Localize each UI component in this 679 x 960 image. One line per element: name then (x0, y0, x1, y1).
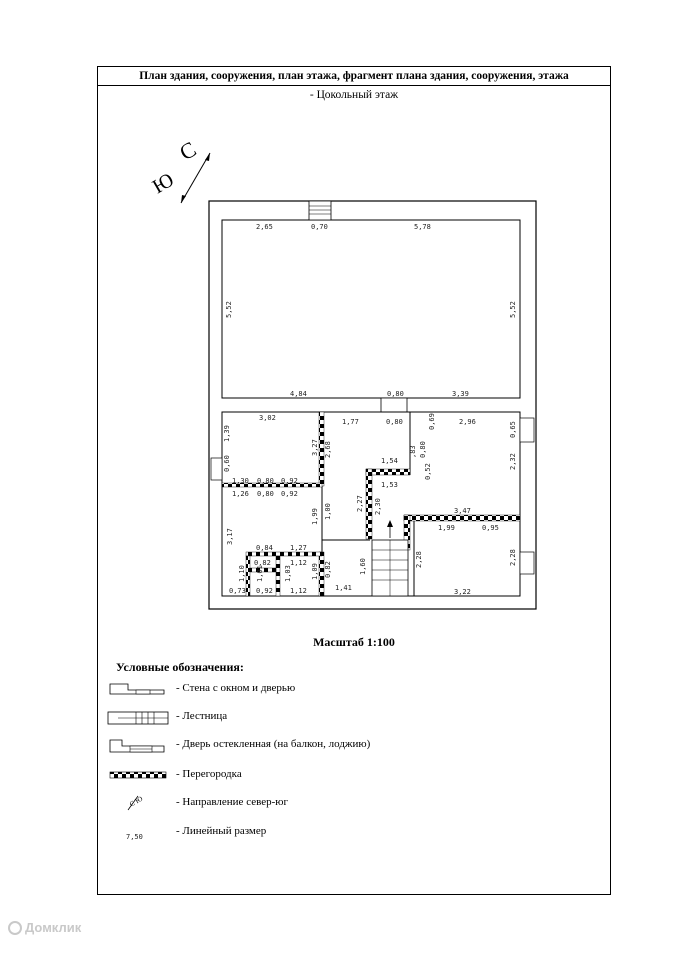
domclick-logo-icon (8, 921, 22, 935)
legend-label: - Дверь остекленная (на балкон, лоджию) (176, 738, 371, 750)
dim-label: 1,10 (238, 565, 246, 582)
partition-icon (106, 766, 170, 786)
dim-label: 4,84 (290, 390, 307, 398)
dim-label: 1,39 (223, 425, 231, 442)
dim-label: 0,92 (281, 477, 298, 485)
legend-item-dimension (106, 823, 526, 843)
legend-label: - Линейный размер (176, 825, 267, 837)
legend-title: Условные обозначения: (116, 660, 244, 674)
dim-label: 0,80 (257, 490, 274, 498)
dim-label: 3,39 (452, 390, 469, 398)
dim-label: 1,77 (342, 418, 359, 426)
legend-label: - Перегородка (176, 768, 242, 780)
dim-label: 0,80 (386, 418, 403, 426)
dim-label: 1,41 (335, 584, 352, 592)
compass-south-label: Ю (148, 168, 178, 199)
watermark-text: Домклик (25, 920, 82, 935)
document-title: План здания, сооружения, план этажа, фрагмент плана здания, сооружения, этажа (98, 67, 610, 86)
dim-example: 7,50 (126, 833, 143, 841)
dim-label: 2,28 (509, 549, 517, 566)
dim-label: 0,70 (311, 223, 328, 231)
dim-label: 5,78 (414, 223, 431, 231)
upper-room (222, 220, 520, 398)
dim-label: 0,95 (482, 524, 499, 532)
dim-label: 0,92 (256, 587, 273, 595)
inner-staircase-icon (372, 520, 408, 596)
floor-subtitle: - Цокольный этаж (309, 89, 399, 101)
dim-label: 0,73 (229, 587, 246, 595)
dim-label: 0,80 (257, 477, 274, 485)
entrance-stairs-icon (309, 201, 331, 220)
dim-label: 2,65 (256, 223, 273, 231)
dim-label: 2,96 (459, 418, 476, 426)
dim-label: 1,00 (324, 503, 332, 520)
dim-label: 0,65 (509, 421, 517, 438)
scale-label: Масштаб 1:100 (313, 635, 395, 649)
door (381, 398, 407, 412)
dim-label: 1,99 (311, 508, 319, 525)
dim-label: 3,27 (311, 439, 319, 456)
dim-label: 3,47 (454, 507, 471, 515)
legend-item-direction (106, 794, 526, 814)
dim-label: 0,82 (324, 561, 332, 578)
dim-label: 0,52 (424, 463, 432, 480)
legend-item-wall (106, 680, 526, 700)
dim-label: 1,03 (284, 565, 292, 582)
dim-label: 1,27 (290, 544, 307, 552)
dim-label: 5,52 (225, 301, 233, 318)
dim-label: 0,80 (387, 390, 404, 398)
dim-label: 1,30 (232, 477, 249, 485)
wall-window-door-icon (106, 680, 170, 700)
dim-label: 1,26 (232, 490, 249, 498)
legend-label: - Стена с окном и дверью (176, 682, 296, 694)
dim-label: 1,12 (290, 559, 307, 567)
north-south-icon (106, 794, 170, 814)
dim-label: 0,92 (281, 490, 298, 498)
dim-label: 2,28 (415, 551, 423, 568)
dim-label: 1,53 (381, 481, 398, 489)
legend-item-glazed-door (106, 736, 526, 756)
dim-label: 0,60 (223, 455, 231, 472)
dim-label: 2,30 (374, 498, 382, 515)
dim-label: 1,01 (256, 565, 264, 582)
legend-item-partition (106, 766, 526, 786)
dim-label: 1,99 (438, 524, 455, 532)
legend-label: - Лестница (176, 710, 228, 722)
linear-dimension-icon (106, 823, 170, 843)
dim-label: 3,22 (454, 588, 471, 596)
legend-item-stairs (106, 708, 526, 728)
dim-label: 5,52 (509, 301, 517, 318)
dim-label: 1,12 (290, 587, 307, 595)
svg-text:С Ю: С Ю (128, 794, 145, 809)
compass-north-label: С (175, 136, 201, 166)
dim-label: 0,82 (254, 559, 271, 567)
dim-label: 2,68 (324, 441, 332, 458)
dim-label: 1,09 (311, 563, 319, 580)
dim-label: 2,32 (509, 453, 517, 470)
dim-label: 3,17 (226, 528, 234, 545)
stairs-icon (106, 708, 170, 728)
dim-label: 1,54 (381, 457, 398, 465)
dim-label: 2,27 (356, 495, 364, 512)
glazed-door-icon (106, 736, 170, 756)
dim-label: 0,84 (256, 544, 273, 552)
watermark (8, 920, 81, 935)
dim-label: ,83 (409, 445, 417, 458)
legend-label: - Направление север-юг (176, 796, 288, 808)
dim-label: 3,02 (259, 414, 276, 422)
dim-label: 1,60 (359, 558, 367, 575)
dim-label: 0,69 (428, 413, 436, 430)
dim-label: 0,80 (419, 441, 427, 458)
